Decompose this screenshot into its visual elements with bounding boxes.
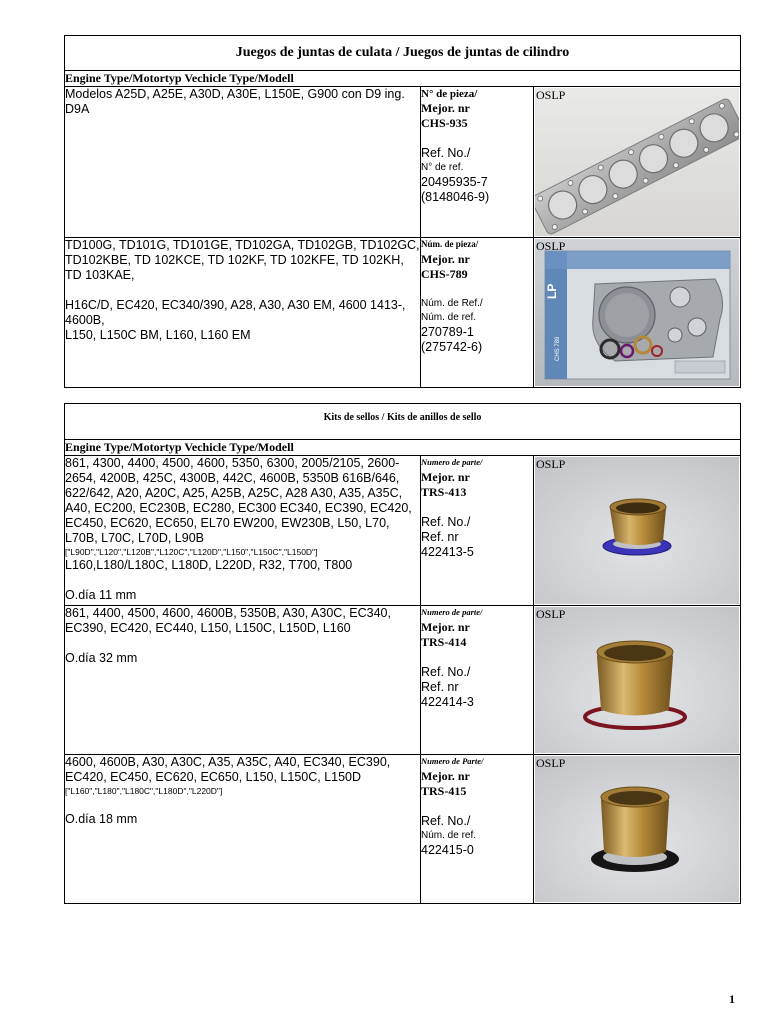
best-nr-label: Mejor. nr: [421, 620, 470, 634]
part-code: TRS-415: [421, 784, 467, 798]
reference-number-alt: (8148046-9): [421, 190, 490, 204]
ref-label: Ref. No./: [421, 665, 471, 679]
part-code: CHS-789: [421, 267, 468, 281]
ref-label: Núm. de Ref./: [421, 298, 483, 309]
cylinder-head-gasket-table: [64, 35, 741, 388]
ref-label-alt: Ref. nr: [421, 530, 459, 544]
part-label: Núm. de pieza/: [421, 239, 479, 249]
ref-label-alt: Núm. de ref.: [421, 830, 477, 841]
ref-label: Ref. No./: [421, 814, 471, 828]
section-title: Juegos de juntas de culata / Juegos de juntas de cilindro: [65, 36, 741, 71]
part-number-cell: [421, 456, 534, 606]
part-code: TRS-414: [421, 635, 467, 649]
cylinder-head-gasket-photo: [535, 88, 739, 236]
engine-models-cell: [65, 755, 421, 904]
ref-label: Ref. No./: [421, 515, 471, 529]
bronze-sleeve-black-ring-photo: [535, 756, 739, 902]
part-code: TRS-413: [421, 485, 467, 499]
model-list: 861, 4400, 4500, 4600, 4600B, 5350B, A30, A30C, EC340, EC390, EC420, EC440, L150, L150C, L150D, L160: [65, 606, 391, 635]
package-code-text: CHS 789: [555, 336, 561, 361]
section-title: Kits de sellos / Kits de anillos de sello: [65, 404, 741, 440]
model-list: L160,L180/L180C, L180D, L220D, R32, T700, T800: [65, 558, 353, 572]
seal-kit-table: [64, 403, 741, 904]
best-nr-label: Mejor. nr: [421, 470, 470, 484]
outer-diameter: O.día 18 mm: [65, 812, 138, 826]
brand-label: OSLP: [536, 239, 566, 253]
ref-label-alt: Ref. nr: [421, 680, 459, 694]
model-list: TD100G, TD101G, TD101GE, TD102GA, TD102GB, TD102GC, TD102KBE, TD 102KCE, TD 102KF, TD 102KFE, TD 102KH, TD 103KAE,: [65, 238, 420, 282]
engine-models-cell: [65, 456, 421, 606]
part-label: Numero de Parte/: [421, 756, 484, 766]
bronze-sleeve-red-ring-photo: [535, 607, 739, 753]
package-logo-text: LP: [545, 283, 559, 299]
ref-label-alt: Núm. de ref.: [421, 312, 477, 323]
part-label: Numero de parte/: [421, 607, 483, 617]
part-number-cell: [421, 755, 534, 904]
reference-number: 422415-0: [421, 843, 474, 857]
model-list: L150, L150C BM, L160, L160 EM: [65, 328, 251, 342]
part-number-cell: [421, 606, 534, 755]
ref-label-alt: N° de ref.: [421, 162, 464, 173]
column-header: Engine Type/Motortyp Vechicle Type/Modell: [65, 440, 741, 456]
reference-number: 422413-5: [421, 545, 474, 559]
part-code: CHS-935: [421, 116, 468, 130]
part-number-cell: [421, 87, 534, 238]
page-number: 1: [729, 992, 735, 1006]
brand-label: OSLP: [536, 457, 566, 471]
model-list: 4600, 4600B, A30, A30C, A35, A35C, A40, EC340, EC390, EC420, EC450, EC620, EC650, L150, L150C, L150D: [65, 755, 391, 784]
engine-models-cell: [65, 238, 421, 388]
bronze-sleeve-blue-ring-photo: [535, 457, 739, 604]
model-list: H16C/D, EC420, EC340/390, A28, A30, A30 EM, 4600 1413-, 4600B,: [65, 298, 406, 327]
ref-label: Ref. No./: [421, 146, 471, 160]
part-label: N° de pieza/: [421, 88, 478, 100]
product-image-cell: [534, 87, 741, 238]
gasket-kit-package-photo: [535, 239, 739, 386]
reference-number: 20495935-7: [421, 175, 488, 189]
product-image-cell: [534, 456, 741, 606]
part-label: Numero de parte/: [421, 457, 483, 467]
best-nr-label: Mejor. nr: [421, 769, 470, 783]
best-nr-label: Mejor. nr: [421, 252, 470, 266]
reference-number: 270789-1: [421, 325, 474, 339]
brand-label: OSLP: [536, 88, 566, 102]
part-number-cell: [421, 238, 534, 388]
reference-number: 422414-3: [421, 695, 474, 709]
product-image-cell: [534, 606, 741, 755]
model-list-small: ["L90D","L120","L120B","L120C","L120D","L150","L150C","L150D"]: [65, 547, 318, 557]
model-list: Modelos A25D, A25E, A30D, A30E, L150E, G900 con D9 ing.: [65, 87, 405, 101]
best-nr-label: Mejor. nr: [421, 101, 470, 115]
engine-models-cell: [65, 606, 421, 755]
outer-diameter: O.día 11 mm: [65, 588, 137, 602]
product-image-cell: [534, 238, 741, 388]
brand-label: OSLP: [536, 607, 566, 621]
model-list: 861, 4300, 4400, 4500, 4600, 5350, 6300, 2005/2105, 2600-2654, 4200B, 425C, 4300B, 442C, 4600B, 5350B 616B/646, 622/642, A20, A20C, A25, A25B, A25C, A28 A30, A35, A35C, A40, EC200, EC230B, EC280, EC300 EC340, EC390, EC420, EC450, EC620, EC650, EL70 EW200, EW230B, L50, L70, L70B, L70C, L70D, L90B: [65, 456, 412, 545]
brand-label: OSLP: [536, 756, 566, 770]
model-list: D9A: [65, 102, 90, 116]
outer-diameter: O.día 32 mm: [65, 651, 138, 665]
engine-models-cell: [65, 87, 421, 238]
column-header: Engine Type/Motortyp Vechicle Type/Modell: [65, 71, 741, 87]
reference-number-alt: (275742-6): [421, 340, 483, 354]
model-list-small: ["L160","L180","L180C","L180D","L220D"]: [65, 786, 223, 796]
product-image-cell: [534, 755, 741, 904]
